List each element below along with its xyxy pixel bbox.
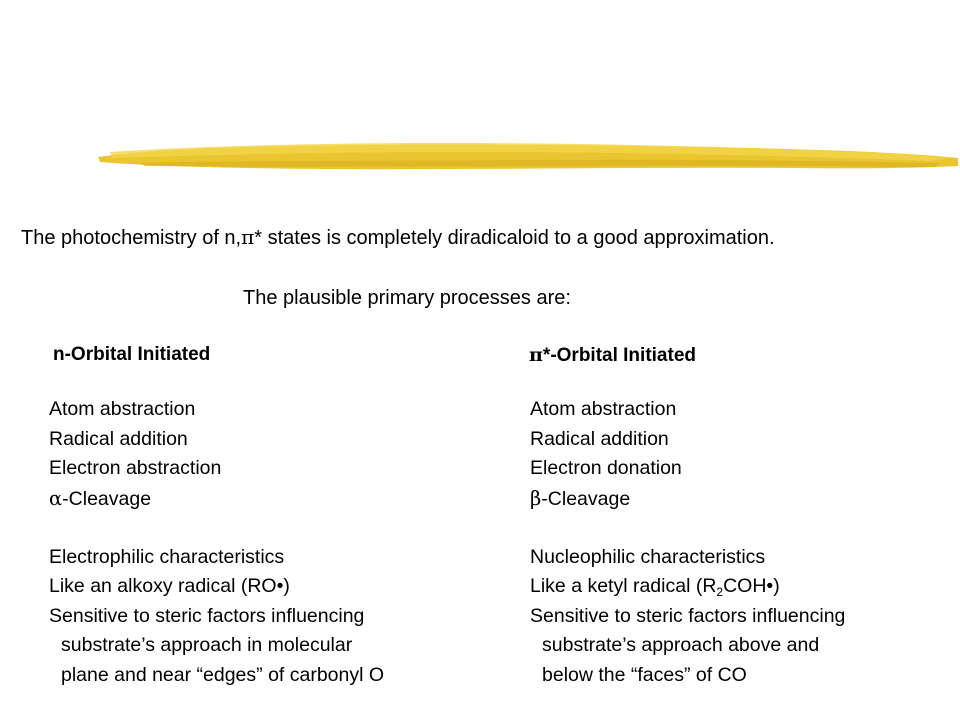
list-item: Sensitive to steric factors influencing bbox=[49, 604, 365, 627]
list-item: Like a ketyl radical $(R_2COH•)$ bbox=[530, 575, 780, 599]
list-item: Radical addition bbox=[49, 427, 188, 450]
brush-stroke-decoration bbox=[0, 0, 960, 200]
list-item: below the “faces” of CO bbox=[542, 663, 747, 686]
right-column-heading: π*-Orbital Initiated bbox=[529, 344, 696, 366]
list-item: substrate’s approach above and bbox=[542, 634, 820, 656]
list-item: β-Cleavage bbox=[530, 486, 631, 510]
spacer bbox=[49, 513, 384, 543]
list-item: Atom abstraction bbox=[49, 398, 196, 420]
list-item: Atom abstraction bbox=[530, 398, 677, 420]
list-item: Electrophilic characteristics bbox=[49, 545, 285, 568]
list-item: Like an alkoxy radical (RO•) bbox=[49, 575, 290, 597]
right-column bbox=[530, 395, 845, 690]
pi-symbol: π bbox=[529, 344, 543, 366]
intro-sentence: The photochemistry of n,π* states is completely diradicaloid to a good approximation. bbox=[21, 225, 775, 249]
list-item: Radical addition bbox=[530, 427, 669, 450]
left-column bbox=[49, 395, 384, 690]
beta-symbol: β bbox=[530, 486, 542, 510]
list-item: Sensitive to steric factors influencing bbox=[530, 604, 846, 627]
list-item: Nucleophilic characteristics bbox=[530, 545, 766, 568]
left-column-heading: n-Orbital Initiated bbox=[53, 344, 211, 365]
pi-symbol: π bbox=[241, 225, 255, 249]
list-item: substrate’s approach in molecular bbox=[61, 634, 353, 656]
list-item: α-Cleavage bbox=[49, 486, 152, 510]
spacer bbox=[530, 513, 845, 543]
list-item: Electron donation bbox=[530, 457, 682, 479]
subtitle: The plausible primary processes are: bbox=[243, 287, 571, 309]
alpha-symbol: α bbox=[49, 486, 63, 510]
list-item: Electron abstraction bbox=[49, 457, 222, 479]
list-item: plane and near “edges” of carbonyl O bbox=[61, 663, 385, 686]
